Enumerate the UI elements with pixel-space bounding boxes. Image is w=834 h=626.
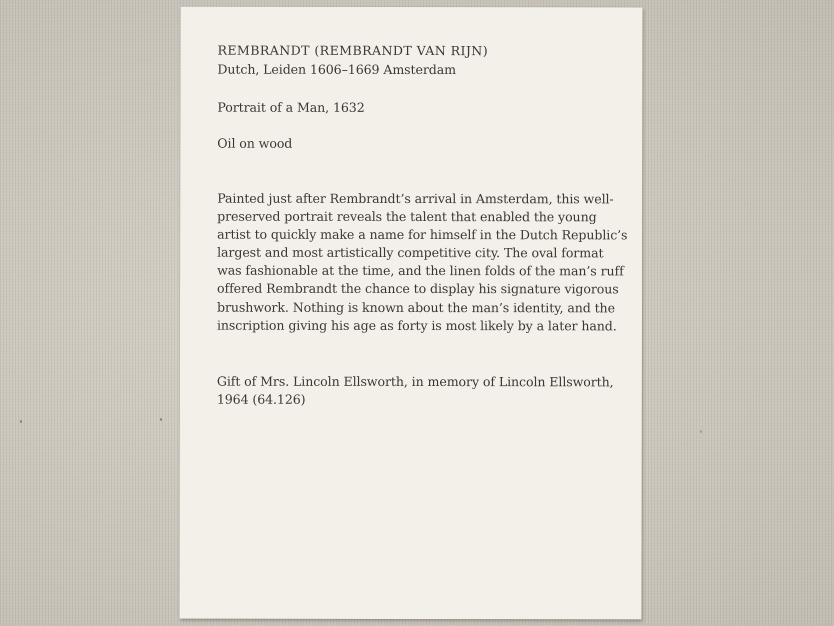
artist-bio: Dutch, Leiden 1606–1669 Amsterdam [217, 61, 457, 78]
credit-line [217, 373, 627, 410]
wall-speck [20, 420, 22, 423]
description-line: was fashionable at the time, and the linen folds of the man’s ruff [217, 263, 624, 279]
artist-name: REMBRANDT (REMBRANDT VAN RIJN) [217, 42, 489, 59]
description-line: offered Rembrandt the chance to display his signature vigorous [217, 281, 619, 297]
museum-label-card [179, 7, 642, 620]
credit-line-text: Gift of Mrs. Lincoln Ellsworth, in memory of Lincoln Ellsworth, [216, 373, 614, 390]
artwork-description [216, 190, 628, 335]
credit-line-text: 1964 (64.126) [216, 391, 306, 407]
description-line: preserved portrait reveals the talent that enabled the young [217, 208, 597, 225]
artwork-title: Portrait of a Man, 1632 [217, 99, 365, 115]
artwork-medium: Oil on wood [217, 135, 293, 151]
description-line: Painted just after Rembrandt’s arrival in Amsterdam, this well- [217, 190, 614, 207]
description-line: inscription giving his age as forty is most likely by a later hand. [216, 317, 617, 334]
description-line: artist to quickly make a name for himself in the Dutch Republic’s [217, 226, 628, 243]
wall-speck [160, 418, 162, 421]
wall-speck [700, 430, 702, 433]
description-line: largest and most artistically competitive city. The oval format [217, 244, 604, 261]
description-line: brushwork. Nothing is known about the man’s identity, and the [216, 299, 615, 315]
